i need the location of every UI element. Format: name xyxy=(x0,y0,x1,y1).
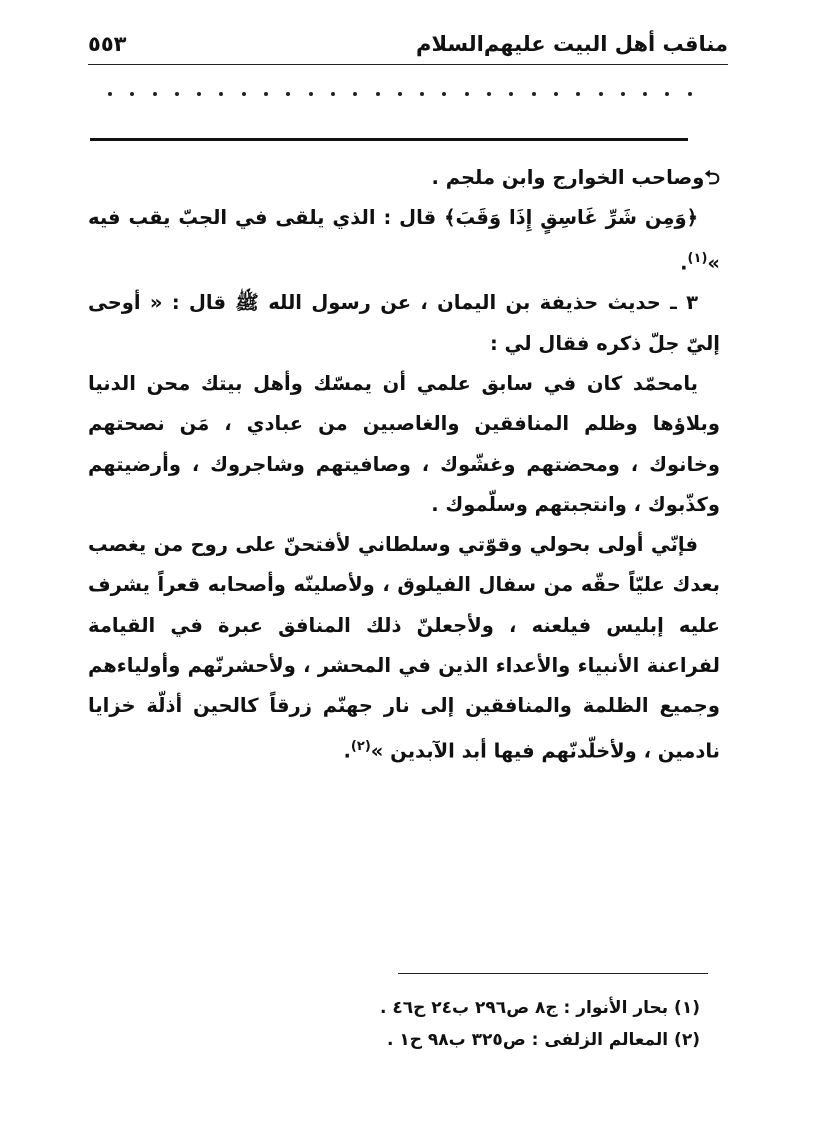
separator-dot xyxy=(420,92,424,96)
separator-dot xyxy=(197,92,201,96)
separator-dot xyxy=(353,92,357,96)
body-text xyxy=(88,158,720,771)
separator-dot xyxy=(621,92,625,96)
separator-dot xyxy=(442,92,446,96)
paragraph-2-text: فإنّي أولى بحولي وقوّتي وسلطاني لأفتحنّ على روح من يغصب بعدك عليّاً حقّه من سفال الفيلوق ، ولأصلينّه وأصحابه قعراً يشرف عليه إبليس فيلعنه ، ولأجعلنّ ذلك المنافق عبرة في القيامة لفراعنة الأنبياء والأعداء الذين في المحشر ، ولأحشرنّهم وأولياءهم وجميع الظلمة والمنافقين إلى نار جهنّم زرقاً كالحين أذلّة خزايا نادمين ، ولأخلّدنّهم فيها أبد الآبدين » xyxy=(88,533,720,763)
running-header xyxy=(88,26,728,66)
separator-dot xyxy=(487,92,491,96)
continuation-line xyxy=(88,158,720,198)
footnote-rule xyxy=(398,973,708,974)
separator-dot xyxy=(576,92,580,96)
separator-dot xyxy=(465,92,469,96)
separator-dot xyxy=(398,92,402,96)
paragraph-1: يامحمّد كان في سابق علمي أن يمسّك وأهل بيتك محن الدنيا وبلاؤها وظلم المنافقين والغاصبين من عبادي ، مَن نصحتهم وخانوك ، ومحضتهم وغشّوك ، وصافيتهم وشاجروك ، وأرضيتهم وكذّبوك ، وانتجبتهم وسلّموك . xyxy=(88,371,720,516)
separator-dot xyxy=(108,92,112,96)
footnote-ref-2: (٢) xyxy=(350,738,371,754)
dot-separator xyxy=(108,92,692,96)
separator-dot xyxy=(554,92,558,96)
quran-verse: ﴿وَمِن شَرِّ غَاسِقٍ إِذَا وَقَبَ﴾ xyxy=(444,206,698,230)
separator-dot xyxy=(130,92,134,96)
separator-dot xyxy=(175,92,179,96)
sentence-end-1: . xyxy=(680,251,688,275)
paragraph-2 xyxy=(88,525,720,771)
continuation-arrow-icon: ⮌ xyxy=(704,166,720,189)
separator-dot xyxy=(286,92,290,96)
footnote-1: (١) بحار الأنوار : ج٨ ص٢٩٦ ب٢٤ ح٤٦ . xyxy=(379,998,700,1018)
separator-dot xyxy=(219,92,223,96)
footnote-ref-1: (١) xyxy=(687,250,708,266)
footnotes xyxy=(300,992,700,1056)
separator-dot xyxy=(599,92,603,96)
quran-commentary: قال : الذي يلقى في الجبّ يقب فيه » xyxy=(88,206,720,275)
separator-dot xyxy=(153,92,157,96)
page-number: ٥٥٣ xyxy=(88,32,127,56)
separator-dot xyxy=(331,92,335,96)
separator-dot xyxy=(242,92,246,96)
separator-dot xyxy=(509,92,513,96)
header-title: مناقب أهل البيت عليهم‌السلام xyxy=(416,32,728,56)
separator-dot xyxy=(309,92,313,96)
continuation-text: وصاحب الخوارج وابن ملجم . xyxy=(431,166,705,189)
separator-dot xyxy=(688,92,692,96)
separator-dot xyxy=(665,92,669,96)
separator-dot xyxy=(376,92,380,96)
hadith-intro: ٣ ـ حديث حذيفة بن اليمان ، عن رسول الله ﷺ قال : « أوحى إليّ جلّ ذكره فقال لي : xyxy=(88,291,720,355)
section-rule xyxy=(90,138,688,141)
separator-dot xyxy=(532,92,536,96)
footnote-2: (٢) المعالم الزلفى : ص٣٢٥ ب٩٨ ح١ . xyxy=(386,1030,700,1050)
separator-dot xyxy=(643,92,647,96)
header-rule xyxy=(88,64,728,65)
sentence-end-2: . xyxy=(343,739,351,763)
separator-dot xyxy=(264,92,268,96)
quran-line xyxy=(88,198,720,283)
